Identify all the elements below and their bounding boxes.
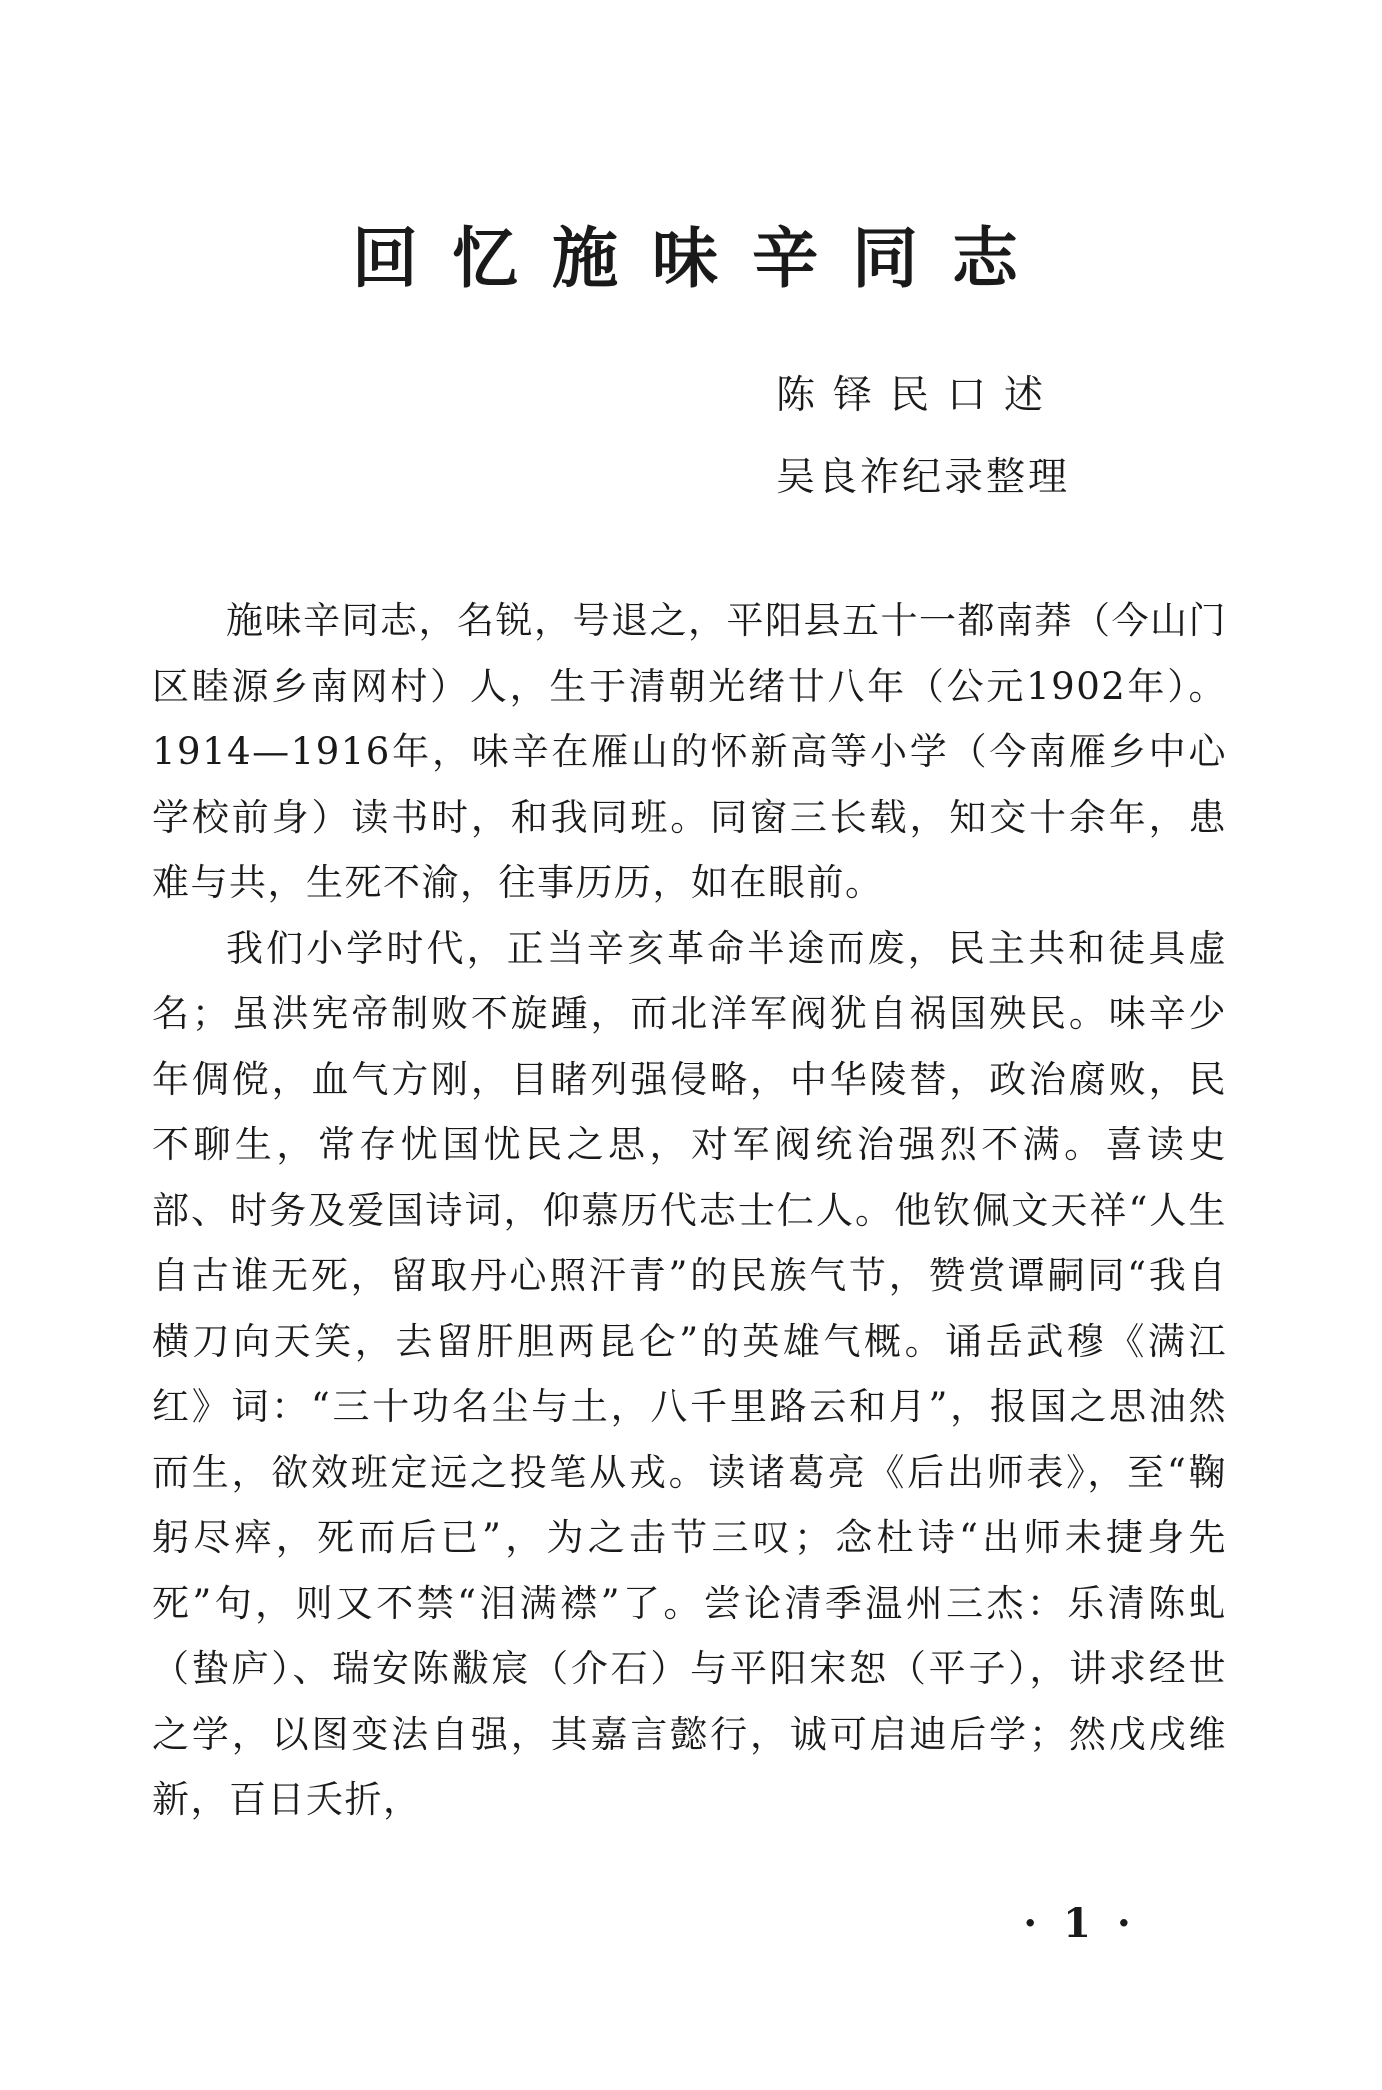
editor-byline: 吴良祚纪录整理 [776,455,1071,500]
article-title: 回忆施味辛同志 [352,219,1052,297]
body-paragraph: 施味辛同志，名锐，号退之，平阳县五十一都南莽（今山门区睦源乡南网村）人，生于清朝光绪廿八年（公元1902年）。1914—1916年，味辛在雁山的怀新高等小学（今南雁乡中心学校前身）读书时，和我同班。同窗三长载，知交十余年，患难与共，生死不渝，往事历历，如在眼前。 [152,599,1227,904]
body-paragraph: 我们小学时代，正当辛亥革命半途而废，民主共和徒具虚名；虽洪宪帝制败不旋踵，而北洋军阀犹自祸国殃民。味辛少年倜傥，血气方刚，目睹列强侵略，中华陵替，政治腐败，民不聊生，常存忧国忧民之思，对军阀统治强烈不满。喜读史部、时务及爱国诗词，仰慕历代志士仁人。他钦佩文天祥“人生自古谁无死，留取丹心照汗青”的民族气节，赞赏谭嗣同“我自横刀向天笑，去留肝胆两昆仑”的英雄气概。诵岳武穆《满江红》词：“三十功名尘与土，八千里路云和月”，报国之思油然而生，欲效班定远之投笔从戎。读诸葛亮《后出师表》，至“鞠躬尽瘁，死而后已”，为之击节三叹；念杜诗“出师未捷身先死”句，则又不禁“泪满襟”了。尝论清季温州三杰：乐清陈虬（蛰庐）、瑞安陈黻宸（介石）与平阳宋恕（平子），讲求经世之学，以图变法自强，其嘉言懿行，诚可启迪后学；然戊戌维新，百日夭折， [152,926,1227,1821]
narrator-byline: 陈铎民口述 [776,373,1062,418]
page-number: · 1 · [1023,1900,1137,1947]
article-body [152,588,1227,1833]
